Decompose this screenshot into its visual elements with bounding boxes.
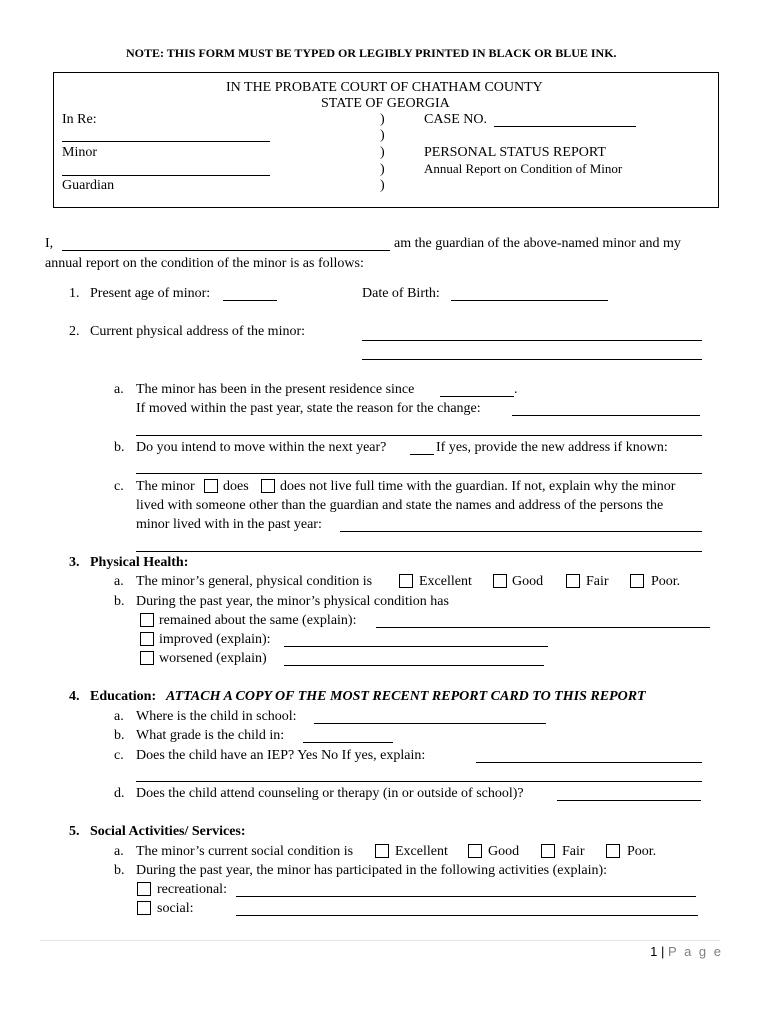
guardian-statement-name-field[interactable] <box>62 250 390 251</box>
form-note: NOTE: THIS FORM MUST BE TYPED OR LEGIBLY PRINTED IN BLACK OR BLUE INK. <box>126 46 617 60</box>
q5b-letter: b. <box>114 863 125 878</box>
court-name: IN THE PROBATE COURT OF CHATHAM COUNTY <box>226 80 543 95</box>
minor-name-field[interactable] <box>62 141 270 142</box>
court-state: STATE OF GEORGIA <box>321 96 450 111</box>
q4d-text: Does the child attend counseling or therapy (in or outside of school)? <box>136 786 524 801</box>
q1-label: Present age of minor: <box>90 286 211 301</box>
physical-improved-checkbox[interactable] <box>140 632 154 646</box>
dob-field[interactable] <box>451 300 608 301</box>
recreational-label: recreational: <box>157 882 227 897</box>
social-activity-checkbox[interactable] <box>137 901 151 915</box>
social-activity-label: social: <box>157 901 194 916</box>
report-card-instruction: ATTACH A COPY OF THE MOST RECENT REPORT CARD TO THIS REPORT <box>166 689 646 704</box>
physical-good-checkbox[interactable] <box>493 574 507 588</box>
q2a-period: . <box>514 382 518 397</box>
physical-poor-checkbox[interactable] <box>630 574 644 588</box>
school-field[interactable] <box>314 723 546 724</box>
social-fair-checkbox[interactable] <box>541 844 555 858</box>
q5-title: Social Activities/ Services: <box>90 824 246 839</box>
q4c-letter: c. <box>114 748 124 763</box>
physical-improved-label: improved (explain): <box>159 632 271 647</box>
q2-label: Current physical address of the minor: <box>90 324 306 339</box>
move-reason-field-2[interactable] <box>136 435 702 436</box>
q4b-letter: b. <box>114 728 125 743</box>
social-fair-label: Fair <box>562 844 585 859</box>
q3-title: Physical Health: <box>90 555 189 570</box>
intro-prefix: I, <box>45 236 54 251</box>
physical-same-field[interactable] <box>376 627 710 628</box>
physical-worsened-checkbox[interactable] <box>140 651 154 665</box>
address-line-1[interactable] <box>362 340 702 341</box>
q2b-letter: b. <box>114 440 125 455</box>
q5b-text: During the past year, the minor has participated in the following activities (explain): <box>136 863 608 878</box>
does-not-checkbox[interactable] <box>261 479 275 493</box>
q2c-rest: does not live full time with the guardian. If not, explain why the minor <box>280 479 676 494</box>
grade-field[interactable] <box>303 742 393 743</box>
q2a-line2: If moved within the past year, state the reason for the change: <box>136 401 481 416</box>
q2a-text: The minor has been in the present residence since <box>136 382 415 397</box>
social-good-label: Good <box>488 844 520 859</box>
physical-fair-label: Fair <box>586 574 609 589</box>
page-num-sep: | <box>661 944 665 959</box>
address-line-2[interactable] <box>362 359 702 360</box>
physical-improved-field[interactable] <box>284 646 548 647</box>
footer-divider <box>40 940 720 941</box>
physical-good-label: Good <box>512 574 544 589</box>
q5a-letter: a. <box>114 844 124 859</box>
q3a-letter: a. <box>114 574 124 589</box>
iep-explain-field-2[interactable] <box>136 781 702 782</box>
q3b-letter: b. <box>114 594 125 609</box>
social-activity-field[interactable] <box>236 915 698 916</box>
lived-with-field-2[interactable] <box>136 551 702 552</box>
in-re-label: In Re: <box>62 112 97 127</box>
caption-paren: ) <box>380 162 385 177</box>
q5a-text: The minor’s current social condition is <box>136 844 354 859</box>
q2c-does: does <box>223 479 249 494</box>
guardian-name-field[interactable] <box>62 175 270 176</box>
move-reason-field[interactable] <box>512 415 700 416</box>
case-no-label: CASE NO. <box>424 112 488 127</box>
physical-same-checkbox[interactable] <box>140 613 154 627</box>
intro-line2: annual report on the condition of the minor is as follows: <box>45 256 364 271</box>
recreational-field[interactable] <box>236 896 696 897</box>
physical-fair-checkbox[interactable] <box>566 574 580 588</box>
case-no-field[interactable] <box>494 126 636 127</box>
caption-paren: ) <box>380 178 385 193</box>
q4a-letter: a. <box>114 709 124 724</box>
new-address-field[interactable] <box>136 473 702 474</box>
physical-worsened-field[interactable] <box>284 665 544 666</box>
caption-paren: ) <box>380 128 385 143</box>
counseling-field[interactable] <box>557 800 701 801</box>
q4c-text: Does the child have an IEP? Yes No If yes, explain: <box>136 748 426 763</box>
iep-explain-field[interactable] <box>476 762 702 763</box>
physical-poor-label: Poor. <box>651 574 681 589</box>
q3-number: 3. <box>69 555 80 570</box>
age-field[interactable] <box>223 300 277 301</box>
q2-number: 2. <box>69 324 80 339</box>
lived-with-field[interactable] <box>340 531 702 532</box>
q4-number: 4. <box>69 689 80 704</box>
q4b-text: What grade is the child in: <box>136 728 285 743</box>
social-excellent-checkbox[interactable] <box>375 844 389 858</box>
physical-excellent-checkbox[interactable] <box>399 574 413 588</box>
page-number <box>650 944 723 959</box>
q2c-letter: c. <box>114 479 124 494</box>
physical-excellent-label: Excellent <box>419 574 472 589</box>
report-title: PERSONAL STATUS REPORT <box>424 145 606 160</box>
page-num-value: 1 <box>650 944 658 959</box>
physical-worsened-label: worsened (explain) <box>159 651 267 666</box>
q2b-text2: If yes, provide the new address if known: <box>436 440 668 455</box>
q4-title: Education: <box>90 689 157 704</box>
social-excellent-label: Excellent <box>395 844 448 859</box>
social-poor-label: Poor. <box>627 844 657 859</box>
caption-paren: ) <box>380 112 385 127</box>
report-subtitle: Annual Report on Condition of Minor <box>424 161 623 176</box>
q4a-text: Where is the child in school: <box>136 709 297 724</box>
q2a-letter: a. <box>114 382 124 397</box>
minor-label: Minor <box>62 145 97 160</box>
q2c-line3: minor lived with in the past year: <box>136 517 322 532</box>
recreational-checkbox[interactable] <box>137 882 151 896</box>
q2c-minor: The minor <box>136 479 195 494</box>
q2c-line2: lived with someone other than the guardian and state the names and address of the persons the <box>136 498 664 513</box>
q3b-text: During the past year, the minor’s physical condition has <box>136 594 449 609</box>
intend-move-field[interactable] <box>410 454 434 455</box>
caption-paren: ) <box>380 145 385 160</box>
q4d-letter: d. <box>114 786 125 801</box>
social-poor-checkbox[interactable] <box>606 844 620 858</box>
intro-suffix: am the guardian of the above-named minor and my <box>394 236 681 251</box>
page-word: P a g e <box>668 944 723 959</box>
q3a-text: The minor’s general, physical condition is <box>136 574 373 589</box>
does-checkbox[interactable] <box>204 479 218 493</box>
dob-label: Date of Birth: <box>362 286 440 301</box>
guardian-label: Guardian <box>62 178 115 193</box>
q2b-text: Do you intend to move within the next year? <box>136 440 387 455</box>
q1-number: 1. <box>69 286 80 301</box>
social-good-checkbox[interactable] <box>468 844 482 858</box>
physical-same-label: remained about the same (explain): <box>159 613 357 628</box>
q5-number: 5. <box>69 824 80 839</box>
residence-since-field[interactable] <box>440 396 514 397</box>
